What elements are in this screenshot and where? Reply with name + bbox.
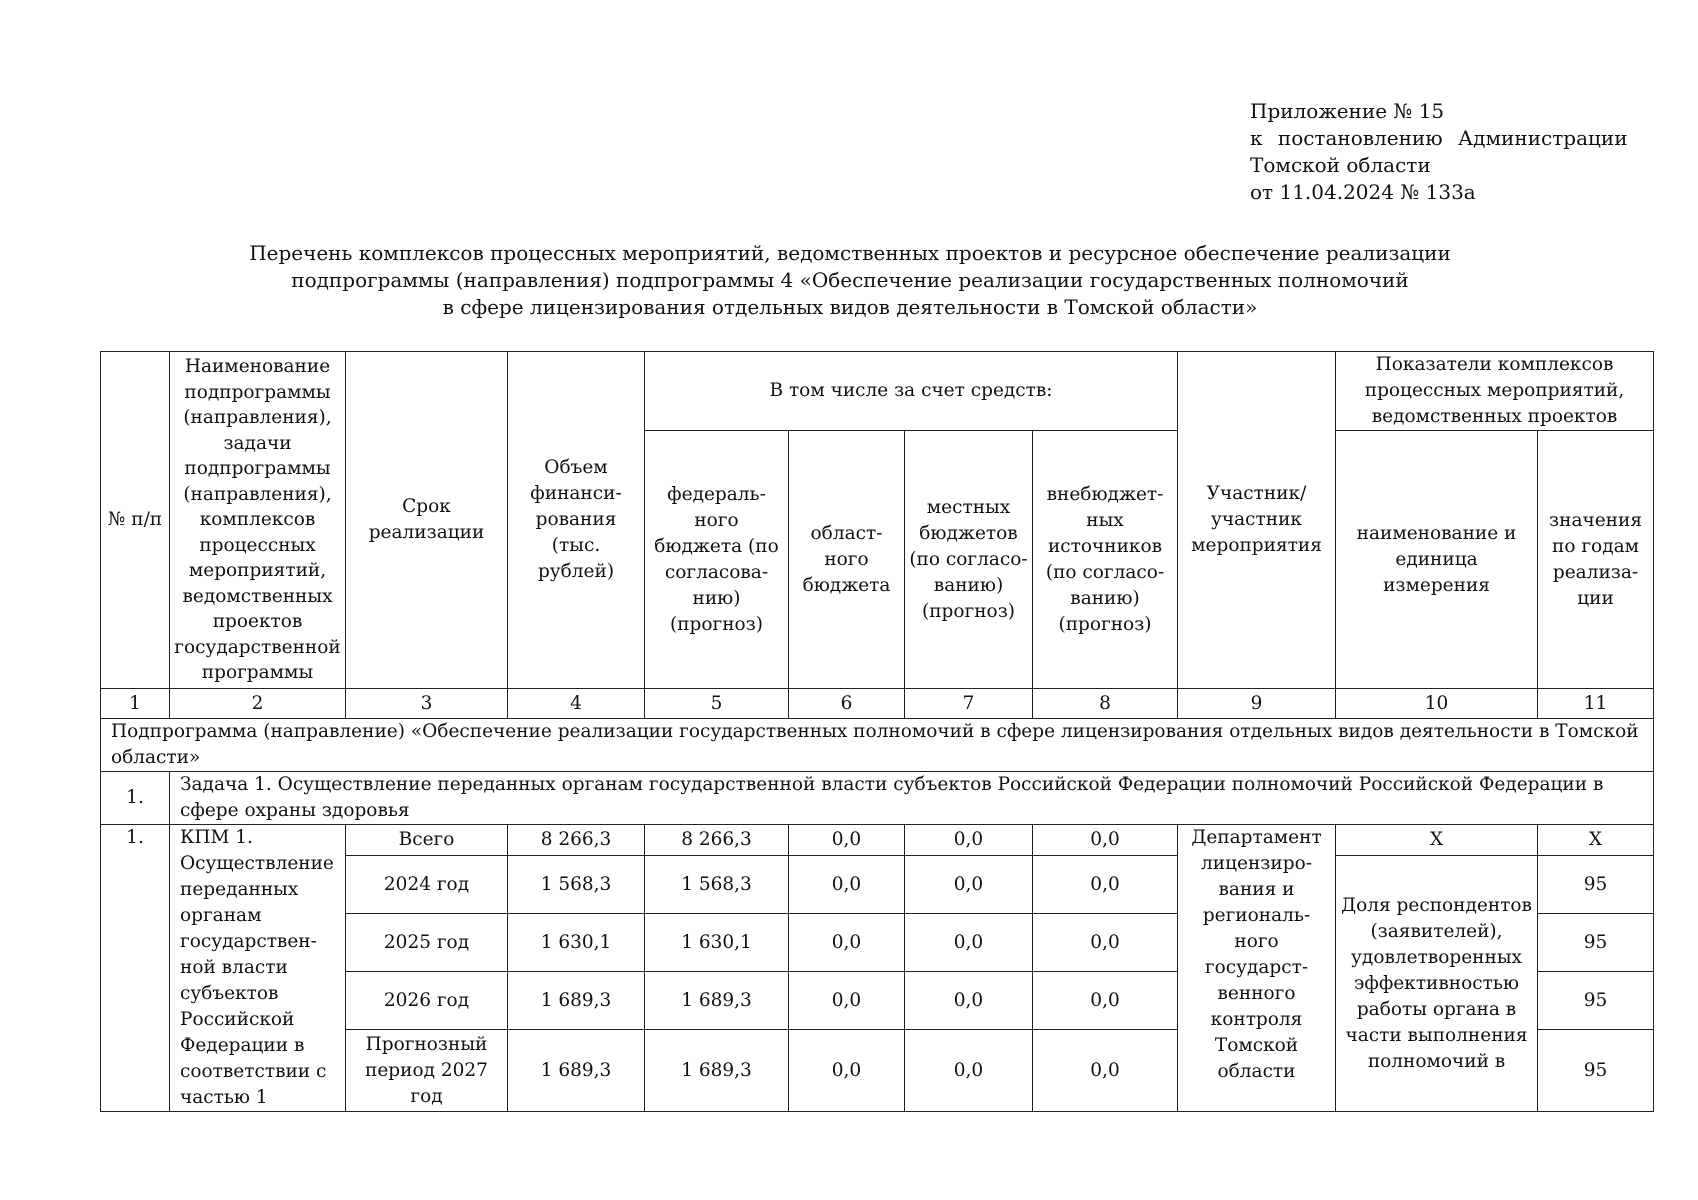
header-regional: област-ного бюджета: [789, 431, 905, 689]
header-num: № п/п: [101, 352, 170, 689]
header-name: Наименование подпрограммы (направления), задачи подпрограммы (направления), комплексов процессных мероприятий, ведомственных проектов государственной программы: [170, 352, 346, 689]
subprogram-title: Подпрограмма (направление) «Обеспечение реализации государственных полномочий в сфере лицензирования отдельных видов деятельности в Томской области»: [101, 719, 1654, 772]
kpm-regional: 0,0: [789, 856, 905, 914]
kpm-local: 0,0: [905, 914, 1033, 972]
kpm-federal: 8 266,3: [645, 825, 789, 856]
appendix-block: [1250, 98, 1630, 206]
col-number: 1: [101, 689, 170, 719]
appendix-resolution: к постановлению Администрации: [1250, 126, 1628, 150]
header-including: В том числе за счет средств:: [645, 352, 1178, 431]
kpm-volume: 1 630,1: [508, 914, 645, 972]
kpm-regional: 0,0: [789, 1030, 905, 1112]
kpm-volume: 1 568,3: [508, 856, 645, 914]
kpm-term: 2026 год: [346, 972, 508, 1030]
kpm-ind-value: 95: [1538, 1030, 1654, 1112]
title-line-2: подпрограммы (направления) подпрограммы 4 «Обеспечение реализации государственных полномочий: [291, 268, 1409, 292]
header-indicators: Показатели комплексов процессных мероприятий, ведомственных проектов: [1336, 352, 1654, 431]
kpm-extra: 0,0: [1033, 1030, 1178, 1112]
kpm-regional: 0,0: [789, 825, 905, 856]
col-number: 2: [170, 689, 346, 719]
kpm-volume: 1 689,3: [508, 1030, 645, 1112]
title-line-1: Перечень комплексов процессных мероприятий, ведомственных проектов и ресурсное обеспечение реализации: [249, 241, 1451, 265]
header-local: местных бюджетов (по согласо-ванию) (прогноз): [905, 431, 1033, 689]
col-number: 11: [1538, 689, 1654, 719]
col-number: 9: [1178, 689, 1336, 719]
kpm-volume: 1 689,3: [508, 972, 645, 1030]
kpm-num: 1.: [101, 825, 170, 1112]
kpm-term: 2024 год: [346, 856, 508, 914]
appendix-date: от 11.04.2024 № 133а: [1250, 180, 1476, 204]
kpm-indicator: Доля респондентов (заявителей), удовлетворенных эффективностью работы органа в части выполнения полномочий в: [1336, 856, 1538, 1112]
kpm-regional: 0,0: [789, 972, 905, 1030]
task-num: 1.: [101, 772, 170, 825]
col-number: 5: [645, 689, 789, 719]
kpm-volume: 8 266,3: [508, 825, 645, 856]
kpm-term: 2025 год: [346, 914, 508, 972]
kpm-ind-value: 95: [1538, 914, 1654, 972]
appendix-number: Приложение № 15: [1250, 99, 1445, 123]
kpm-extra: 0,0: [1033, 825, 1178, 856]
kpm-local: 0,0: [905, 856, 1033, 914]
header-ind-name: наименование и единица измерения: [1336, 431, 1538, 689]
header-volume: Объем финанси-рования (тыс. рублей): [508, 352, 645, 689]
col-number: 8: [1033, 689, 1178, 719]
kpm-regional: 0,0: [789, 914, 905, 972]
col-number: 6: [789, 689, 905, 719]
header-ind-values: значения по годам реализа-ции: [1538, 431, 1654, 689]
appendix-region: Томской области: [1250, 153, 1431, 177]
kpm-local: 0,0: [905, 1030, 1033, 1112]
document-title: [100, 240, 1600, 321]
col-number: 7: [905, 689, 1033, 719]
task-row: [101, 772, 1654, 825]
header-row-1: [101, 352, 1654, 431]
kpm-federal: 1 689,3: [645, 972, 789, 1030]
header-extra: внебюджет-ных источников (по согласо-ванию) (прогноз): [1033, 431, 1178, 689]
header-federal: федераль-ного бюджета (по согласова-нию) (прогноз): [645, 431, 789, 689]
kpm-name: КПМ 1. Осуществление переданных органам государствен-ной власти субъектов Российской Федерации в соответствии с частью 1: [170, 825, 346, 1112]
kpm-local: 0,0: [905, 972, 1033, 1030]
resource-table: [100, 351, 1654, 1112]
task-text: Задача 1. Осуществление переданных органам государственной власти субъектов Российской Федерации полномочий Российской Федерации в сфере охраны здоровья: [170, 772, 1654, 825]
kpm-row-total: [101, 825, 1654, 856]
header-participant: Участник/ участник мероприятия: [1178, 352, 1336, 689]
kpm-term: Прогнозный период 2027 год: [346, 1030, 508, 1112]
col-number: 10: [1336, 689, 1538, 719]
kpm-extra: 0,0: [1033, 972, 1178, 1030]
kpm-federal: 1 689,3: [645, 1030, 789, 1112]
title-line-3: в сфере лицензирования отдельных видов деятельности в Томской области»: [442, 295, 1258, 319]
header-term: Срок реализации: [346, 352, 508, 689]
kpm-extra: 0,0: [1033, 856, 1178, 914]
col-number: 3: [346, 689, 508, 719]
kpm-local: 0,0: [905, 825, 1033, 856]
subprogram-row: [101, 719, 1654, 772]
kpm-ind-name-total: X: [1336, 825, 1538, 856]
kpm-ind-value: X: [1538, 825, 1654, 856]
kpm-ind-value: 95: [1538, 972, 1654, 1030]
kpm-term: Всего: [346, 825, 508, 856]
kpm-federal: 1 630,1: [645, 914, 789, 972]
kpm-federal: 1 568,3: [645, 856, 789, 914]
kpm-ind-value: 95: [1538, 856, 1654, 914]
column-numbers-row: [101, 689, 1654, 719]
kpm-extra: 0,0: [1033, 914, 1178, 972]
kpm-participant: Департамент лицензиро-вания и региональ-ного государст-венного контроля Томской области: [1178, 825, 1336, 1112]
col-number: 4: [508, 689, 645, 719]
